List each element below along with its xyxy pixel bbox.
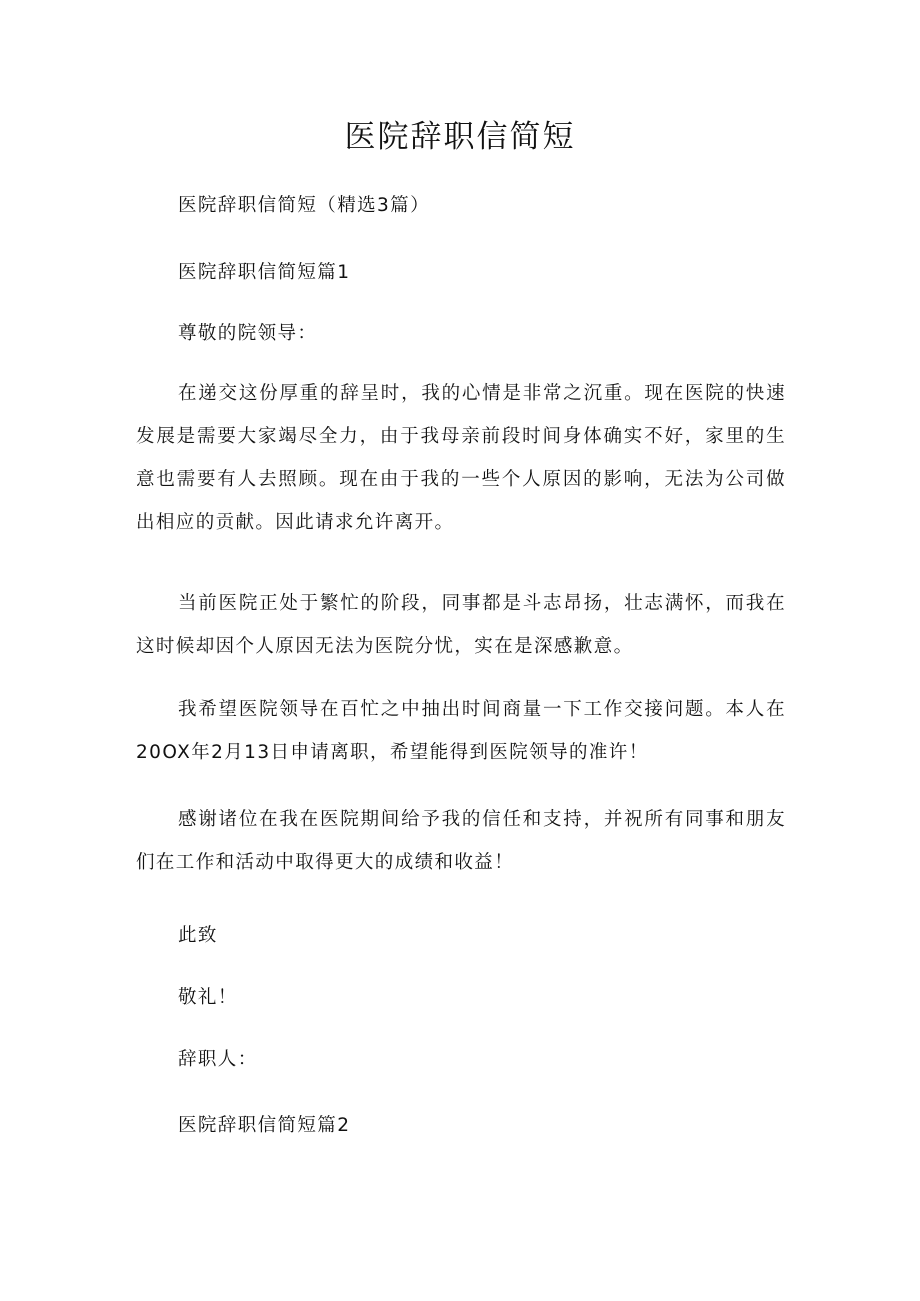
document-title: 医院辞职信简短 — [344, 119, 576, 155]
closing-cizhi: 此致 — [178, 925, 218, 946]
body-paragraph-1: 在递交这份厚重的辞呈时，我的心情是非常之沉重。现在医院的快速发展是需要大家竭尽全力，由于我母亲前段时间身体确实不好，家里的生意也需要有人去照顾。现在由于我的一些个人原因的影响，无法为公司做出相应的贡献。因此请求允许离开。 — [136, 383, 786, 533]
signature-line: 辞职人： — [178, 1049, 258, 1070]
subtitle-paragraph: 医院辞职信简短（精选3篇） — [178, 195, 430, 216]
closing-jingli: 敬礼！ — [178, 987, 238, 1008]
salutation-paragraph: 尊敬的院领导： — [178, 323, 318, 344]
section-heading-2: 医院辞职信简短篇2 — [178, 1115, 351, 1136]
section-heading-1: 医院辞职信简短篇1 — [178, 262, 351, 283]
body-paragraph-4: 感谢诸位在我在医院期间给予我的信任和支持，并祝所有同事和朋友们在工作和活动中取得更大的成绩和收益！ — [136, 809, 786, 873]
body-paragraph-2: 当前医院正处于繁忙的阶段，同事都是斗志昂扬，壮志满怀，而我在这时候却因个人原因无法为医院分忧，实在是深感歉意。 — [136, 593, 786, 657]
body-paragraph-3: 我希望医院领导在百忙之中抽出时间商量一下工作交接问题。本人在20OX年2月13日申请离职，希望能得到医院领导的准许！ — [136, 699, 786, 763]
